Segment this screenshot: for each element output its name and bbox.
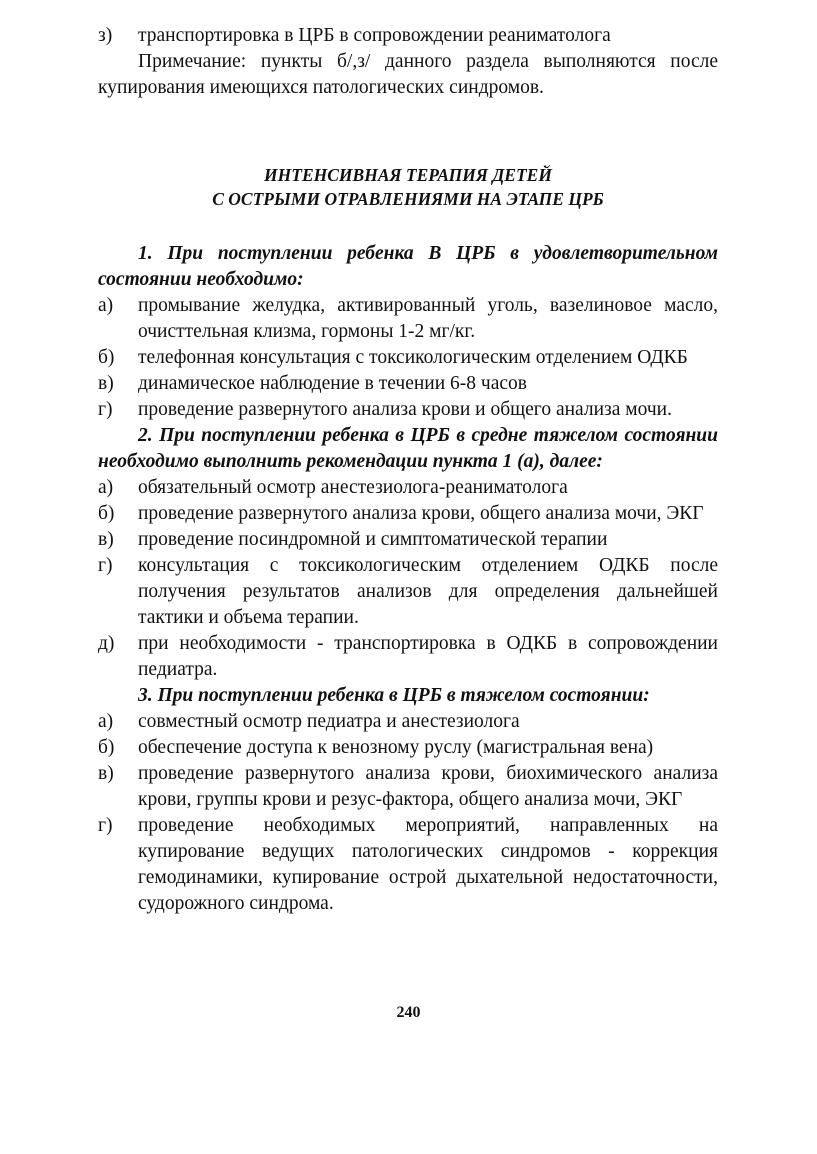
- list-text: динамическое наблюдение в течении 6-8 часов: [138, 373, 528, 394]
- list-text: обязательный осмотр анестезиолога-реаниматолога: [138, 477, 568, 498]
- list-marker: г): [98, 555, 113, 576]
- list-item: [98, 293, 718, 345]
- list-item: [98, 709, 718, 735]
- list-text: при необходимости - транспортировка в ОДКБ в сопровождении педиатра.: [138, 633, 718, 680]
- list-marker: в): [98, 763, 114, 784]
- list-text: совместный осмотр педиатра и анестезиолога: [138, 711, 520, 732]
- list-item: [98, 23, 718, 49]
- title-line-1: ИНТЕНСИВНАЯ ТЕРАПИЯ ДЕТЕЙ: [264, 165, 552, 185]
- section-1-list: [98, 293, 718, 423]
- list-text: транспортировка в ЦРБ в сопровождении реаниматолога: [138, 25, 611, 46]
- list-item: [98, 345, 718, 371]
- list-marker: в): [98, 529, 114, 550]
- list-text: проведение посиндромной и симптоматической терапии: [138, 529, 608, 550]
- section-1-heading: 1. При поступлении ребенка В ЦРБ в удовлетворительном состоянии необходимо:: [98, 243, 718, 290]
- list-item: [98, 761, 718, 813]
- list-text: проведение развернутого анализа крови, биохимического анализа крови, группы крови и резус-фактора, общего анализа мочи, ЭКГ: [138, 763, 718, 810]
- list-marker: г): [98, 815, 113, 836]
- list-marker: б): [98, 347, 115, 368]
- list-text: промывание желудка, активированный уголь, вазелиновое масло, очисттельная клизма, гормоны 1-2 мг/кг.: [138, 295, 718, 342]
- list-marker: а): [98, 477, 114, 498]
- section-title: [98, 163, 718, 211]
- list-marker: з): [98, 25, 113, 46]
- note-paragraph: Примечание: пункты б/,з/ данного раздела выполняются после купирования имеющихся патологических синдромов.: [98, 51, 718, 98]
- list-marker: а): [98, 711, 114, 732]
- list-text: консультация с токсикологическим отделением ОДКБ после получения результатов анализов для определения дальнейшей тактики и объема терапии.: [138, 555, 718, 628]
- list-text: проведение необходимых мероприятий, направленных на купирование ведущих патологических синдромов - коррекция гемодинамики, купирование острой дыхательной недостаточности, судорожного синдрома.: [138, 815, 718, 914]
- title-line-2: С ОСТРЫМИ ОТРАВЛЕНИЯМИ НА ЭТАПЕ ЦРБ: [212, 189, 604, 209]
- list-text: телефонная консультация с токсикологическим отделением ОДКБ: [138, 347, 688, 368]
- list-item: [98, 371, 718, 397]
- section-2-list: [98, 475, 718, 683]
- list-marker: д): [98, 633, 115, 654]
- section-3-list: [98, 709, 718, 917]
- list-marker: а): [98, 295, 114, 316]
- list-item: [98, 553, 718, 631]
- list-item: [98, 813, 718, 917]
- list-text: проведение развернутого анализа крови, общего анализа мочи, ЭКГ: [138, 503, 704, 524]
- list-text: проведение развернутого анализа крови и общего анализа мочи.: [138, 399, 672, 420]
- list-marker: б): [98, 503, 115, 524]
- list-item: [98, 475, 718, 501]
- list-text: обеспечение доступа к венозному руслу (магистральная вена): [138, 737, 654, 758]
- list-item: [98, 735, 718, 761]
- page-content: [98, 23, 718, 917]
- list-marker: г): [98, 399, 113, 420]
- list-item: [98, 501, 718, 527]
- list-item: [98, 397, 718, 423]
- list-marker: в): [98, 373, 114, 394]
- page-number: 240: [396, 1004, 421, 1021]
- list-item: [98, 631, 718, 683]
- list-item: [98, 527, 718, 553]
- section-2-heading: 2. При поступлении ребенка в ЦРБ в средне тяжелом состоянии необходимо выполнить рекомендации пункта 1 (а), далее:: [98, 425, 718, 472]
- list-marker: б): [98, 737, 115, 758]
- section-3-heading: 3. При поступлении ребенка в ЦРБ в тяжелом состоянии:: [138, 685, 650, 706]
